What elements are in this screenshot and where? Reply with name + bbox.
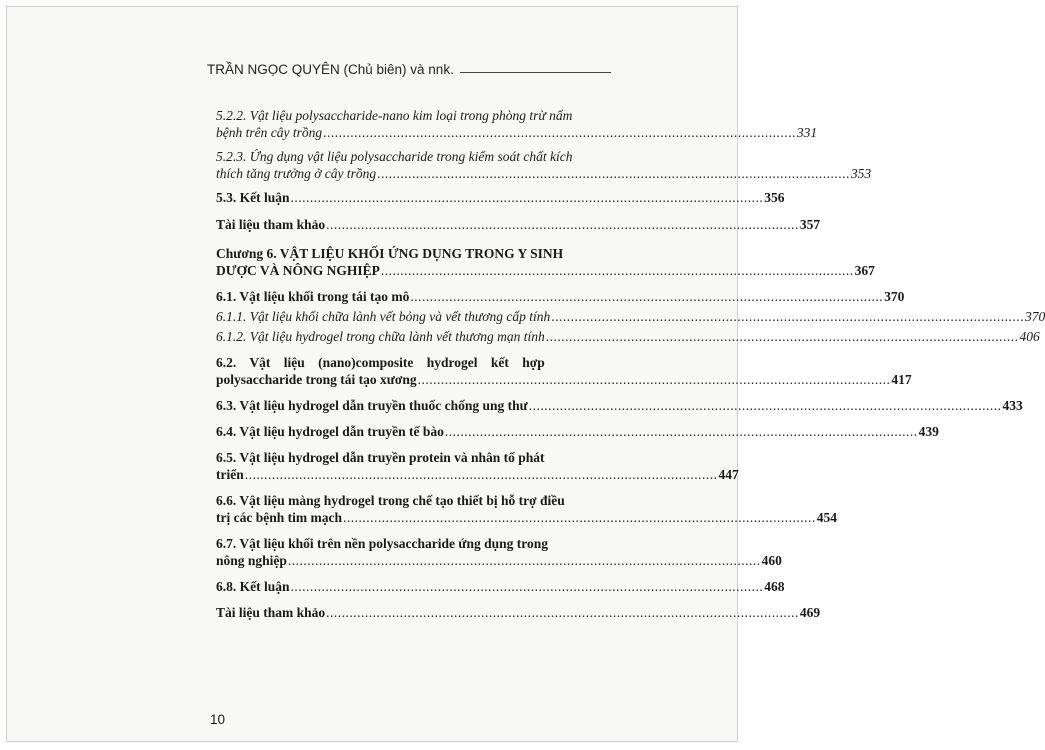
toc-entry (216, 578, 785, 595)
toc-entry (216, 328, 1040, 345)
toc-entry (216, 189, 785, 206)
toc-page-number: 331 (796, 125, 818, 140)
toc-entry (216, 535, 782, 569)
dot-leader: .......................................................................................................................... (323, 125, 796, 140)
toc-entry (216, 354, 912, 388)
toc-page-number: 367 (854, 263, 875, 278)
dot-leader: .......................................................................................................................... (551, 309, 1024, 324)
dot-leader: .......................................................................................................................... (417, 372, 891, 387)
toc-entry-text: 6.3. Vật liệu hydrogel dẫn truyền thuốc chống ung thư (216, 398, 528, 413)
table-of-contents (216, 107, 1045, 628)
toc-entry-text: polysaccharide trong tái tạo xương (216, 372, 417, 387)
toc-entry-text: 5.2.2. Vật liệu polysaccharide-nano kim loại trong phòng trừ nấm (216, 108, 573, 123)
dot-leader: .......................................................................................................................... (528, 398, 1002, 413)
toc-entry-text: 6.7. Vật liệu khối trên nền polysaccharide ứng dụng trong (216, 536, 549, 551)
toc-entry-text: 5.3. Kết luận (216, 190, 290, 205)
dot-leader: .......................................................................................................................... (290, 190, 764, 205)
toc-entry (216, 148, 872, 182)
dot-leader: .......................................................................................................................... (326, 605, 799, 620)
dot-leader: .......................................................................................................................... (290, 579, 764, 594)
toc-entry-text: thích tăng trưởng ở cây trồng (216, 166, 377, 181)
document-page (6, 6, 1045, 742)
toc-page-number: 370 (884, 289, 905, 304)
toc-entry-text: triển (216, 467, 244, 482)
toc-entry-text: 6.5. Vật liệu hydrogel dẫn truyền protein và nhân tố phát (216, 450, 545, 465)
dot-leader: .......................................................................................................................... (326, 217, 799, 232)
toc-entry-text: bệnh trên cây trồng (216, 125, 323, 140)
toc-entry-text: 6.1. Vật liệu khối trong tái tạo mô (216, 289, 410, 304)
toc-page-number: 454 (816, 510, 837, 525)
toc-entry (216, 107, 818, 141)
toc-entry-text: trị các bệnh tim mạch (216, 510, 342, 525)
toc-entry-text: Chương 6. VẬT LIỆU KHỐI ỨNG DỤNG TRONG Y SINH (216, 246, 564, 261)
header-rule (460, 72, 611, 73)
toc-entry (216, 423, 939, 440)
toc-page-number: 370 (1025, 309, 1045, 324)
toc-page-number: 406 (1019, 329, 1040, 344)
toc-entry-text: 6.8. Kết luận (216, 579, 290, 594)
toc-entry (216, 288, 905, 305)
dot-leader: .......................................................................................................................... (380, 263, 854, 278)
toc-entry-text: 6.1.2. Vật liệu hydrogel trong chữa lành vết thương mạn tính (216, 329, 545, 344)
toc-page-number: 357 (799, 217, 821, 232)
dot-leader: .......................................................................................................................... (342, 510, 816, 525)
toc-entry-text: Tài liệu tham khảo (216, 605, 326, 620)
toc-page-number: 468 (764, 579, 785, 594)
toc-page-number: 447 (718, 467, 739, 482)
toc-entry (216, 216, 821, 233)
toc-page-number: 433 (1002, 398, 1023, 413)
header-title: TRẦN NGỌC QUYÊN (Chủ biên) và nnk. (207, 62, 454, 77)
dot-leader: .......................................................................................................................... (410, 289, 884, 304)
dot-leader: .......................................................................................................................... (244, 467, 718, 482)
toc-page-number: 353 (850, 166, 872, 181)
dot-leader: .......................................................................................................................... (287, 553, 761, 568)
toc-page-number: 469 (799, 605, 821, 620)
toc-entry-text: 6.2. Vật liệu (nano)composite hydrogel kết hợp (216, 355, 545, 370)
toc-entry-text: 6.1.1. Vật liệu khối chữa lành vết bỏng và vết thương cấp tính (216, 309, 551, 324)
toc-entry-text: 5.2.3. Ứng dụng vật liệu polysaccharide trong kiểm soát chất kích (216, 149, 573, 164)
toc-page-number: 460 (761, 553, 782, 568)
toc-entry (216, 449, 739, 483)
running-header (207, 55, 611, 77)
dot-leader: .......................................................................................................................... (444, 424, 918, 439)
toc-entry-text: nông nghiệp (216, 553, 287, 568)
toc-entry-text: Tài liệu tham khảo (216, 217, 326, 232)
toc-page-number: 439 (918, 424, 939, 439)
dot-leader: .......................................................................................................................... (377, 166, 850, 181)
toc-entry (216, 604, 821, 621)
toc-entry (216, 492, 837, 526)
toc-page-number: 356 (764, 190, 785, 205)
toc-entry (216, 397, 1023, 414)
toc-entry-text: 6.6. Vật liệu màng hydrogel trong chế tạo thiết bị hỗ trợ điều (216, 493, 565, 508)
toc-page-number: 417 (891, 372, 912, 387)
dot-leader: .......................................................................................................................... (545, 329, 1019, 344)
toc-entry (216, 308, 1045, 325)
toc-entry-text: DƯỢC VÀ NÔNG NGHIỆP (216, 263, 380, 278)
toc-entry-text: 6.4. Vật liệu hydrogel dẫn truyền tế bào (216, 424, 444, 439)
chapter-heading (216, 245, 875, 279)
page-number: 10 (210, 712, 226, 727)
